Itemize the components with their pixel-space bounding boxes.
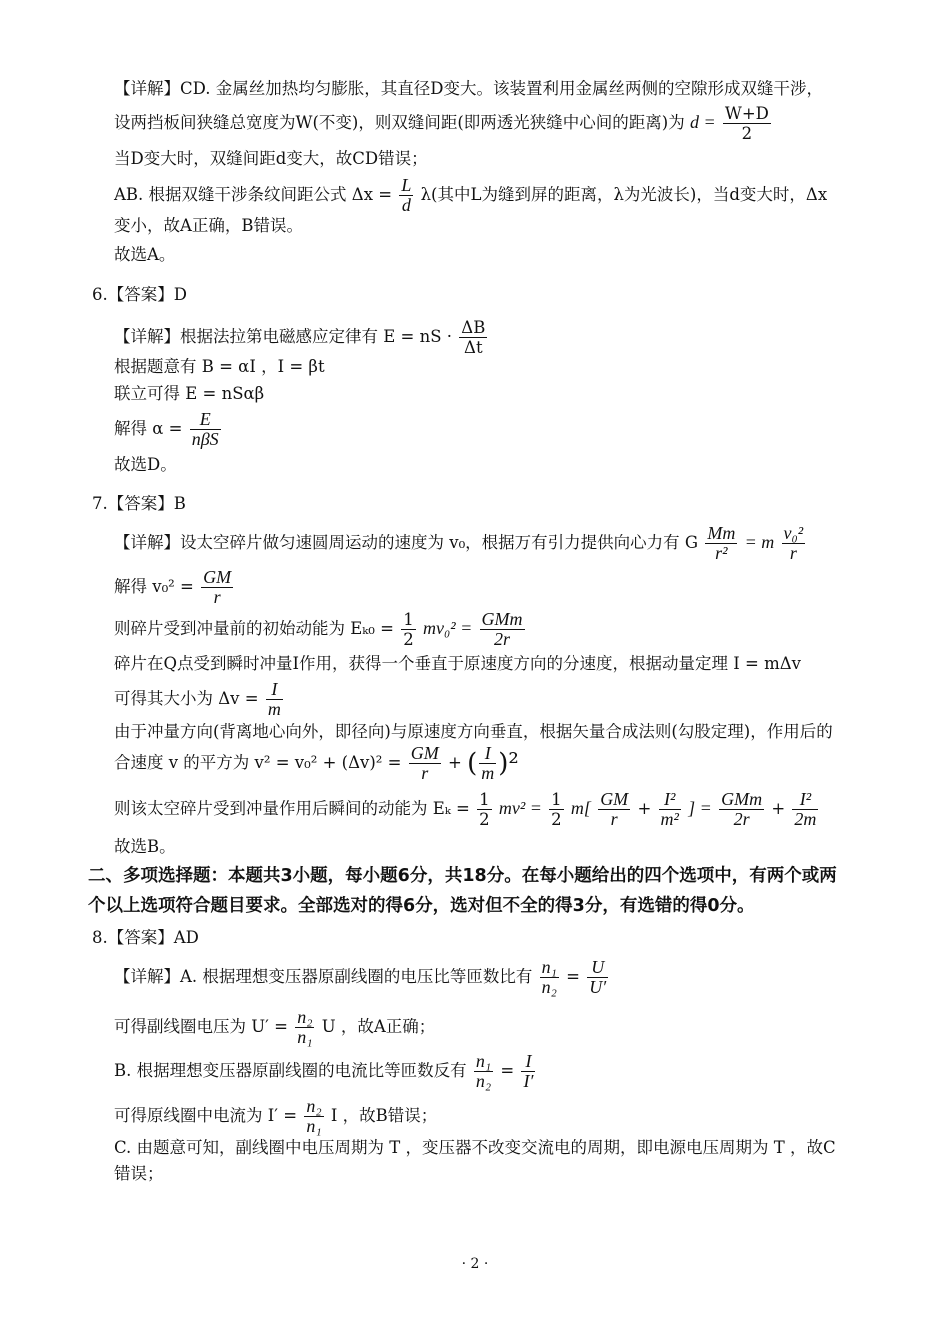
text-line: 当D变大时，双缝间距d变大，故CD错误； xyxy=(114,149,428,168)
math: + xyxy=(447,753,462,772)
denominator: n₁ xyxy=(297,1027,313,1047)
bracket: )² xyxy=(498,748,519,779)
text-line: 故选D。 xyxy=(114,455,177,474)
denominator: n₂ xyxy=(475,1071,492,1091)
text: AB. 根据双缝干涉条纹间距公式 Δx = xyxy=(114,185,393,204)
denominator: Δt xyxy=(464,338,483,357)
math: = xyxy=(566,967,580,986)
bracket: ( xyxy=(467,748,478,779)
denominator: nβS xyxy=(191,429,219,449)
fraction xyxy=(477,790,492,829)
math: mv₀² = xyxy=(423,618,473,638)
formula-line xyxy=(114,524,807,563)
text: 【详解】A. 根据理想变压器原副线圈的电压比等匝数比有 xyxy=(114,967,533,986)
math: mv² = xyxy=(498,798,542,818)
denominator: 2m xyxy=(794,809,817,829)
answer-heading: 6.【答案】D xyxy=(92,285,187,304)
text-line: 碎片在Q点受到瞬时冲量I作用，获得一个垂直于原速度方向的分速度，根据动量定理 I = mΔv xyxy=(114,654,802,673)
text-line: 联立可得 E = nSαβ xyxy=(114,384,265,403)
page-number: · 2 · xyxy=(461,1256,489,1272)
text: U ，故A正确； xyxy=(321,1017,436,1036)
fraction xyxy=(399,176,413,215)
numerator: Mm xyxy=(707,523,736,543)
text-line: 错误； xyxy=(114,1164,164,1183)
fraction xyxy=(474,1052,493,1091)
text: 解得 α = xyxy=(114,419,183,438)
denominator: d xyxy=(401,195,411,215)
numerator: I xyxy=(266,680,283,700)
numerator: GM xyxy=(203,567,232,587)
denominator: r xyxy=(421,763,429,783)
fraction xyxy=(659,790,681,829)
formula-line xyxy=(114,1097,437,1136)
text: 【详解】设太空碎片做匀速圆周运动的速度为 v₀，根据万有引力提供向心力有 G xyxy=(114,533,699,552)
denominator: 2 xyxy=(403,630,414,649)
fraction xyxy=(479,744,496,783)
fraction xyxy=(304,1097,323,1136)
fraction xyxy=(266,680,283,719)
numerator: L xyxy=(401,175,412,195)
formula-line xyxy=(114,790,820,829)
text-line: 根据题意有 B = αI ，I = βt xyxy=(114,357,325,376)
fraction xyxy=(719,790,764,829)
denominator: 2r xyxy=(733,809,750,829)
fraction xyxy=(587,958,608,997)
math: + xyxy=(771,799,786,818)
fraction xyxy=(723,104,771,143)
fraction xyxy=(190,410,221,449)
text: 合速度 v 的平方为 v² = v₀² + (Δv)² = xyxy=(114,753,402,772)
formula-line xyxy=(114,410,223,449)
formula-line xyxy=(114,958,610,997)
formula-line xyxy=(114,568,235,607)
text-line: 故选A。 xyxy=(114,245,176,264)
text-line: C. 由题意可知，副线圈中电压周期为 T ，变压器不改变交流电的周期，即电源电压周期为 T ，故C xyxy=(114,1138,836,1157)
answer-heading: 8.【答案】AD xyxy=(92,928,199,947)
math: m[ xyxy=(570,798,591,818)
section-heading: 个以上选项符合题目要求。全部选对的得6分，选对但不全的得3分，有选错的得0分。 xyxy=(88,896,755,916)
numerator: 1 xyxy=(403,610,414,629)
fraction xyxy=(401,610,416,649)
formula-line xyxy=(114,104,773,143)
numerator: I xyxy=(521,1052,535,1072)
text: B. 根据理想变压器原副线圈的电流比等匝数反有 xyxy=(114,1061,467,1080)
text-line: 故选B。 xyxy=(114,837,176,856)
formula-line xyxy=(114,744,519,783)
math: d = xyxy=(689,112,716,132)
fraction xyxy=(598,790,630,829)
numerator: 1 xyxy=(479,790,490,809)
fraction xyxy=(540,958,559,997)
text: 解得 v₀² = xyxy=(114,577,194,596)
section-heading: 二、多项选择题：本题共3小题，每小题6分，共18分。在每小题给出的四个选项中，有两个或两 xyxy=(88,866,837,886)
text: 设两挡板间狭缝总宽度为W(不变)，则双缝间距(即两透光狭缝中心间的距离)为 xyxy=(114,113,685,132)
numerator: 1 xyxy=(551,790,562,809)
formula-line xyxy=(114,1052,537,1091)
denominator: r xyxy=(213,587,221,607)
numerator: GM xyxy=(600,789,629,809)
formula-line xyxy=(114,610,527,649)
denominator: I′ xyxy=(523,1071,534,1091)
numerator: v₀² xyxy=(783,523,804,543)
denominator: m xyxy=(481,763,495,783)
denominator: n₁ xyxy=(306,1116,322,1136)
numerator: n₂ xyxy=(306,1096,322,1116)
formula-line xyxy=(114,680,285,719)
numerator: I² xyxy=(659,790,681,810)
fraction xyxy=(792,790,818,829)
denominator: 2r xyxy=(494,629,511,649)
denominator: r xyxy=(610,809,618,829)
text-line: 【详解】CD. 金属丝加热均匀膨胀，其直径D变大。该装置利用金属丝两侧的空隙形成双缝干涉， xyxy=(114,79,823,98)
denominator: U′ xyxy=(589,977,607,997)
denominator: 2 xyxy=(479,810,490,829)
numerator: I² xyxy=(792,790,818,810)
numerator: n₁ xyxy=(475,1051,492,1071)
text-line: 由于冲量方向(背离地心向外，即径向)与原速度方向垂直，根据矢量合成法则(勾股定理)，作用后的 xyxy=(114,722,833,741)
math: = xyxy=(500,1061,515,1080)
math: + xyxy=(637,799,652,818)
fraction xyxy=(782,524,806,563)
answer-heading: 7.【答案】B xyxy=(92,494,186,513)
numerator: n₁ xyxy=(541,957,557,977)
fraction xyxy=(480,610,525,649)
text: 则该太空碎片受到冲量作用后瞬间的动能为 Eₖ = xyxy=(114,799,470,818)
fraction xyxy=(521,1052,535,1091)
text: 可得其大小为 Δv = xyxy=(114,689,259,708)
numerator: U xyxy=(587,958,608,978)
formula-line xyxy=(114,318,489,357)
denominator: m xyxy=(267,699,281,719)
fraction xyxy=(201,568,233,607)
text: 【详解】根据法拉第电磁感应定律有 E = nS · xyxy=(114,327,453,346)
denominator: r xyxy=(789,543,797,563)
math: ] = xyxy=(688,798,712,818)
denominator: m² xyxy=(660,809,679,829)
numerator: W+D xyxy=(724,104,769,123)
numerator: GMm xyxy=(481,609,523,629)
text: 可得副线圈电压为 U′ = xyxy=(114,1017,288,1036)
numerator: ΔB xyxy=(461,318,486,337)
formula-line xyxy=(114,176,827,215)
denominator: 2 xyxy=(551,810,562,829)
math: = m xyxy=(744,532,775,552)
fraction xyxy=(295,1008,314,1047)
numerator: GMm xyxy=(721,789,763,809)
text: 可得原线圈中电流为 I′ = xyxy=(114,1106,298,1125)
numerator: GM xyxy=(410,743,439,763)
fraction xyxy=(705,524,737,563)
fraction xyxy=(459,318,487,357)
denominator: r² xyxy=(715,543,728,563)
text-line: 变小，故A正确，B错误。 xyxy=(114,216,304,235)
text: I ，故B错误； xyxy=(330,1106,438,1125)
fraction xyxy=(409,744,441,783)
numerator: n₂ xyxy=(297,1007,313,1027)
numerator: E xyxy=(190,410,221,430)
fraction xyxy=(549,790,564,829)
formula-line xyxy=(114,1008,435,1047)
denominator: 2 xyxy=(741,124,753,143)
text: λ(其中L为缝到屏的距离，λ为光波长)，当d变大时，Δx xyxy=(420,185,828,204)
denominator: n₂ xyxy=(541,977,557,997)
text: 则碎片受到冲量前的初始动能为 Eₖ₀ = xyxy=(114,619,394,638)
numerator: I xyxy=(479,744,496,764)
